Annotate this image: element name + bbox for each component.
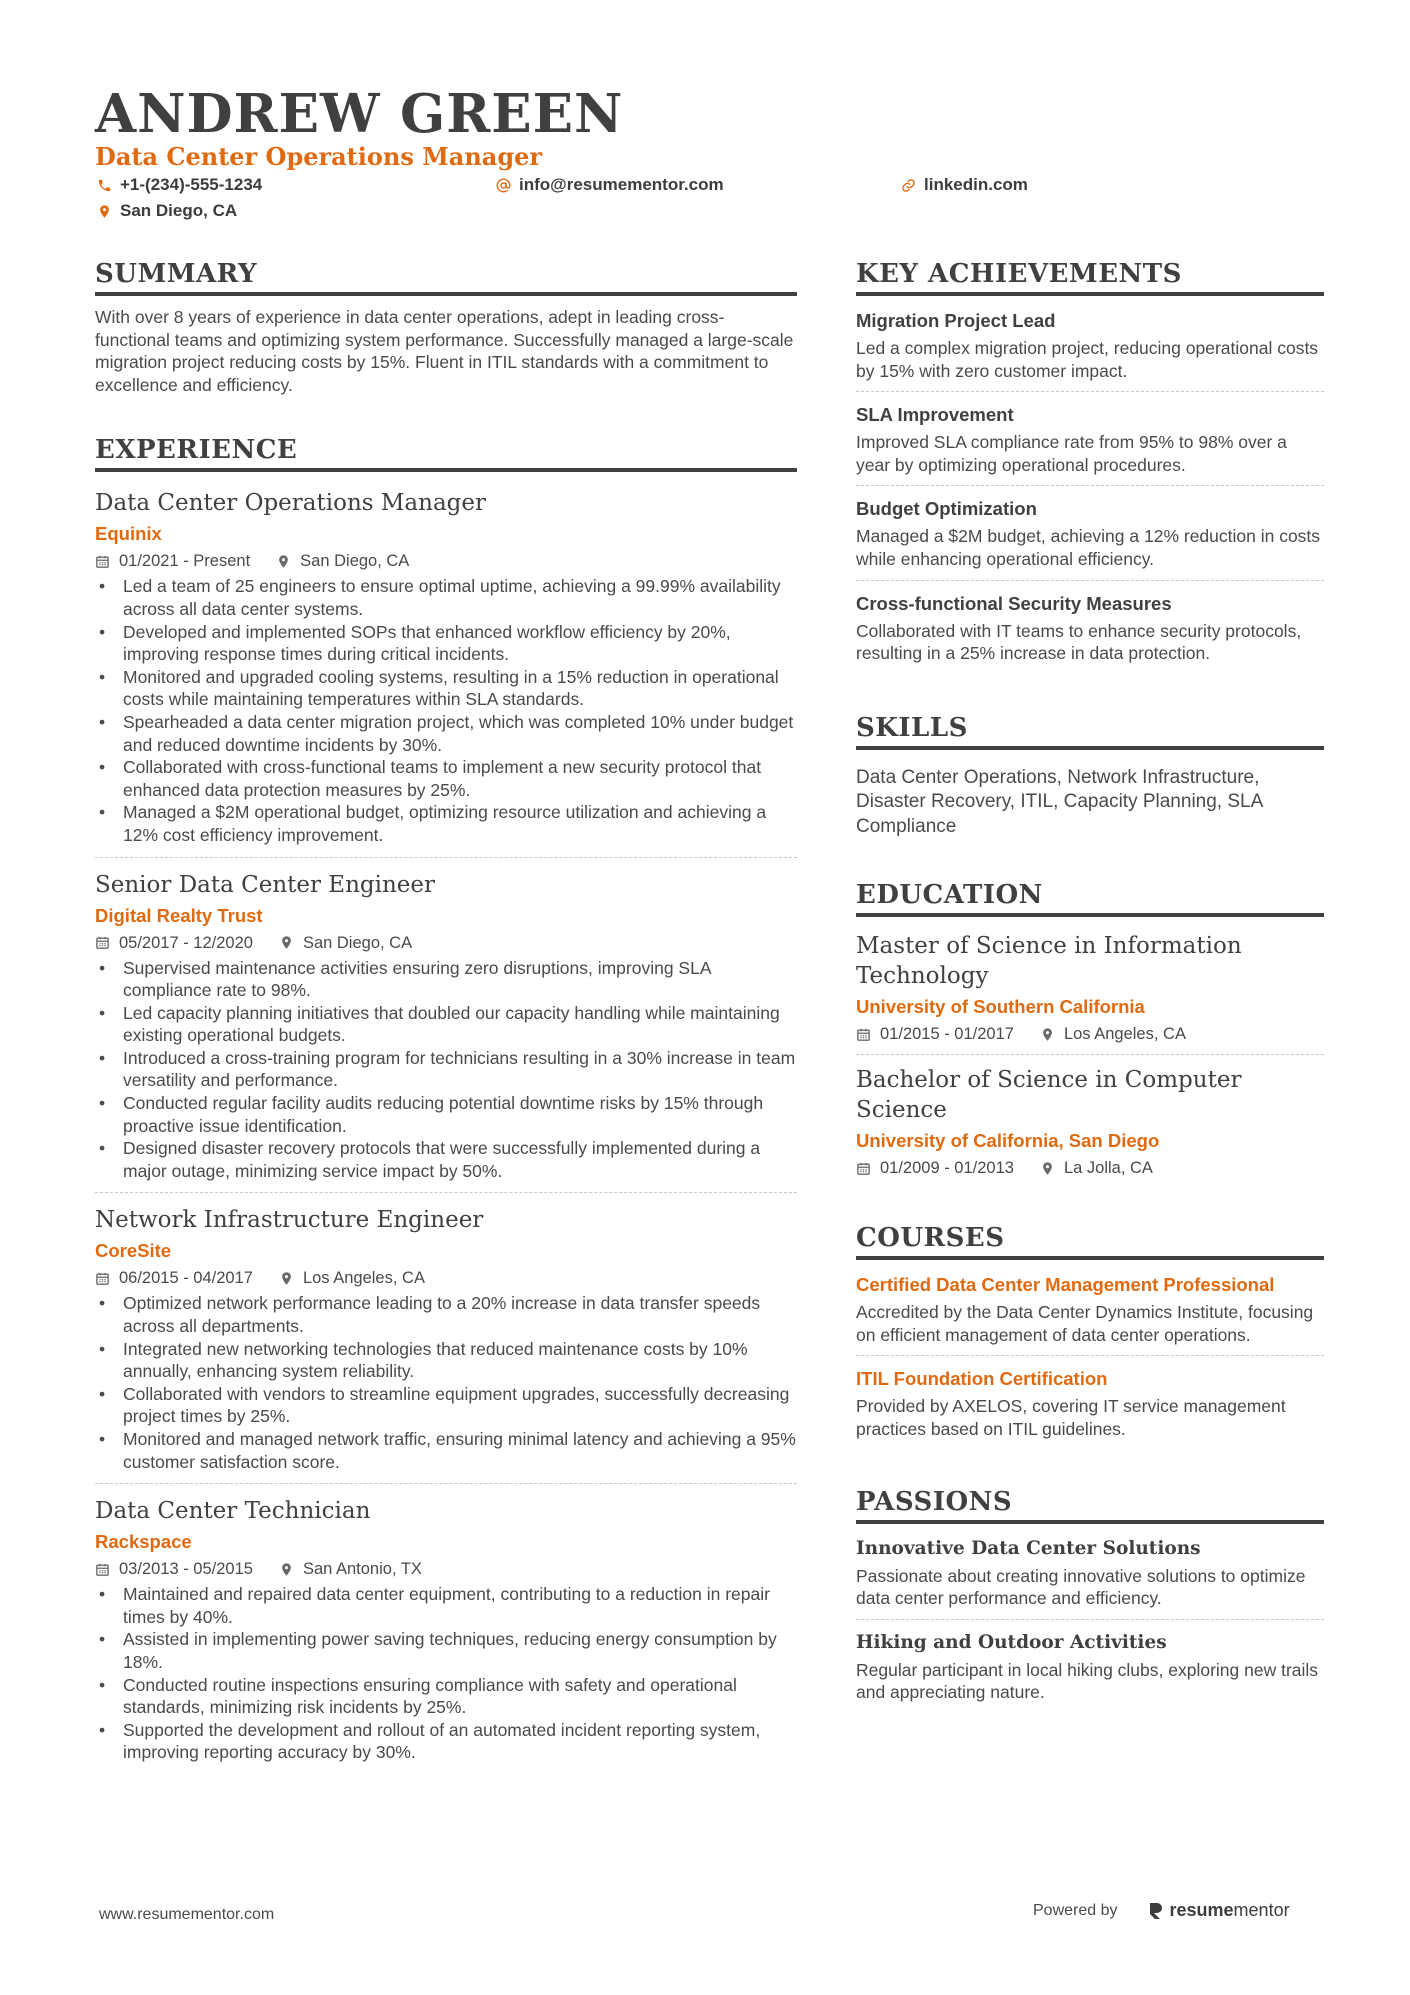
job-entry	[95, 482, 797, 857]
job-entry	[95, 1193, 797, 1484]
job-meta	[95, 1267, 797, 1289]
education-item	[856, 1055, 1324, 1188]
link-icon	[901, 178, 916, 193]
achievement-item	[856, 581, 1324, 674]
job-bullets	[95, 957, 797, 1183]
passion-title: Hiking and Outdoor Activities	[856, 1631, 1167, 1653]
job-dates: 01/2021 - Present	[119, 552, 251, 571]
location-pin-icon	[279, 1271, 294, 1286]
job-role: Data Center Operations Manager	[95, 490, 486, 517]
job-entry	[95, 858, 797, 1194]
job-bullet: • Collaborated with vendors to streamline equipment upgrades, successfully decreasing project times by 25%.	[95, 1383, 797, 1428]
calendar-icon	[856, 1027, 871, 1042]
job-role: Network Infrastructure Engineer	[95, 1207, 484, 1234]
job-bullet: • Assisted in implementing power saving techniques, reducing energy consumption by 18%.	[95, 1628, 797, 1673]
job-bullet: • Monitored and managed network traffic, ensuring minimal latency and achieving a 95% customer satisfaction score.	[95, 1428, 797, 1473]
job-company: Rackspace	[95, 1531, 192, 1553]
achievements-heading: KEY ACHIEVEMENTS	[856, 258, 1324, 296]
education-dates: 01/2009 - 01/2013	[880, 1159, 1014, 1178]
contact-email	[496, 174, 724, 196]
experience-heading: EXPERIENCE	[95, 434, 797, 472]
job-bullets	[95, 1583, 797, 1764]
education-school: University of California, San Diego	[856, 1130, 1160, 1152]
job-location: San Antonio, TX	[302, 1560, 422, 1579]
course-item	[856, 1356, 1324, 1449]
job-bullet: • Led a team of 25 engineers to ensure optimal uptime, achieving a 99.99% availability across all data center systems.	[95, 575, 797, 620]
passion-item	[856, 1620, 1324, 1713]
job-bullet: • Integrated new networking technologies that reduced maintenance costs by 10% annually, enhancing system reliability.	[95, 1338, 797, 1383]
course-item	[856, 1270, 1324, 1356]
powered-by-label: Powered by	[1033, 1901, 1118, 1919]
job-meta	[95, 932, 797, 954]
linkedin-text[interactable]: linkedin.com	[924, 175, 1028, 194]
location-pin-icon	[1040, 1027, 1055, 1042]
achievement-title: Cross-functional Security Measures	[856, 592, 1172, 614]
location-pin-icon	[1040, 1161, 1055, 1176]
job-bullet: • Supervised maintenance activities ensuring zero disruptions, improving SLA compliance rate to 98%.	[95, 957, 797, 1002]
education-degree: Bachelor of Science in Computer Science	[856, 1067, 1242, 1124]
job-bullet: • Conducted routine inspections ensuring compliance with safety and operational standards, minimizing risk incidents by 25%.	[95, 1674, 797, 1719]
education-item	[856, 927, 1324, 1055]
passions-heading: PASSIONS	[856, 1486, 1324, 1524]
calendar-icon	[95, 1271, 110, 1286]
location-pin-icon	[279, 935, 294, 950]
location-pin-icon	[279, 1562, 294, 1577]
candidate-title: Data Center Operations Manager	[95, 142, 543, 171]
location-pin-icon	[97, 204, 112, 219]
achievement-text: Led a complex migration project, reducing operational costs by 15% with zero customer impact.	[856, 338, 1319, 381]
achievement-title: Migration Project Lead	[856, 310, 1056, 331]
job-meta	[95, 550, 797, 572]
achievements-list	[856, 306, 1324, 674]
calendar-icon	[95, 935, 110, 950]
job-location: Los Angeles, CA	[302, 1269, 425, 1288]
job-bullet: • Introduced a cross-training program for technicians resulting in a 30% increase in team versatility and performance.	[95, 1047, 797, 1092]
job-bullet: • Monitored and upgraded cooling systems, resulting in a 15% reduction in operational costs while maintaining temperatures within SLA standards.	[95, 666, 797, 711]
brand-name-bold: resume	[1169, 1900, 1234, 1920]
course-title: Certified Data Center Management Professional	[856, 1274, 1275, 1296]
job-location: San Diego, CA	[300, 552, 410, 571]
job-bullets	[95, 575, 797, 846]
summary-text: With over 8 years of experience in data center operations, adept in leading cross-functional teams and optimizing system performance. Successfully managed a large-scale migration project reducing costs by 15%. Fluent in ITIL standards with a commitment to excellence and efficiency.	[95, 307, 794, 395]
contact-linkedin	[901, 174, 1028, 196]
job-dates: 05/2017 - 12/2020	[119, 933, 253, 952]
brand-logo[interactable]	[1148, 1900, 1290, 1921]
job-company: CoreSite	[95, 1240, 172, 1262]
job-entry	[95, 1484, 797, 1774]
calendar-icon	[95, 554, 110, 569]
job-meta	[95, 1558, 797, 1580]
passion-item	[856, 1534, 1324, 1620]
job-company: Digital Realty Trust	[95, 904, 263, 926]
job-bullet: • Supported the development and rollout of an automated incident reporting system, improving reporting accuracy by 30%.	[95, 1719, 797, 1764]
job-role: Data Center Technician	[95, 1498, 371, 1525]
location-pin-icon	[276, 554, 291, 569]
education-list	[856, 927, 1324, 1188]
education-meta	[856, 1157, 1324, 1179]
job-bullet: • Maintained and repaired data center equipment, contributing to a reduction in repair times by 40%.	[95, 1583, 797, 1628]
at-sign-icon	[496, 178, 511, 193]
contact-location	[97, 200, 237, 222]
footer-website[interactable]: www.resumementor.com	[99, 1906, 275, 1923]
experience-list	[95, 482, 797, 1774]
passion-text: Regular participant in local hiking clubs, exploring new trails and appreciating nature.	[856, 1659, 1319, 1703]
job-company: Equinix	[95, 523, 162, 545]
education-school: University of Southern California	[856, 996, 1145, 1018]
left-column	[95, 258, 797, 1774]
job-dates: 06/2015 - 04/2017	[119, 1269, 253, 1288]
job-bullet: • Collaborated with cross-functional teams to implement a new security protocol that enhanced data protection measures by 25%.	[95, 756, 797, 801]
brand-mark-icon	[1148, 1901, 1164, 1921]
skills-heading: SKILLS	[856, 712, 1324, 750]
skills-text: Data Center Operations, Network Infrastructure, Disaster Recovery, ITIL, Capacity Planning, SLA Compliance	[856, 766, 1263, 837]
right-column	[856, 258, 1324, 1713]
course-title: ITIL Foundation Certification	[856, 1368, 1108, 1390]
calendar-icon	[856, 1161, 871, 1176]
candidate-name: ANDREW GREEN	[95, 83, 624, 145]
job-bullets	[95, 1292, 797, 1473]
education-degree: Master of Science in Information Technology	[856, 933, 1242, 990]
achievement-item	[856, 306, 1324, 392]
phone-text[interactable]: +1-(234)-555-1234	[120, 175, 263, 194]
achievement-item	[856, 486, 1324, 580]
passion-title: Innovative Data Center Solutions	[856, 1537, 1201, 1559]
achievement-item	[856, 392, 1324, 486]
achievement-text: Improved SLA compliance rate from 95% to 98% over a year by optimizing operational procedures.	[856, 432, 1287, 475]
location-text: San Diego, CA	[120, 201, 238, 220]
achievement-title: SLA Improvement	[856, 404, 1014, 426]
contact-phone	[97, 174, 262, 196]
job-location: San Diego, CA	[302, 933, 413, 952]
brand-name-rest: mentor	[1233, 1900, 1290, 1920]
phone-icon	[97, 178, 112, 193]
achievement-text: Collaborated with IT teams to enhance security protocols, resulting in a 25% increase in data protection.	[856, 620, 1302, 664]
job-dates: 03/2013 - 05/2015	[119, 1560, 253, 1579]
job-bullet: • Designed disaster recovery protocols that were successfully implemented during a major outage, minimizing service impact by 50%.	[95, 1137, 797, 1182]
job-bullet: • Led capacity planning initiatives that doubled our capacity handling while maintaining existing operational budgets.	[95, 1002, 797, 1047]
job-bullet: • Spearheaded a data center migration project, which was completed 10% under budget and reduced downtime incidents by 30%.	[95, 711, 797, 756]
passions-list	[856, 1534, 1324, 1713]
courses-heading: COURSES	[856, 1222, 1324, 1260]
education-meta	[856, 1023, 1324, 1045]
job-bullet: • Developed and implemented SOPs that enhanced workflow efficiency by 20%, improving response times during critical incidents.	[95, 621, 797, 666]
footer-branding	[1033, 1900, 1290, 1921]
education-dates: 01/2015 - 01/2017	[880, 1025, 1014, 1044]
email-text[interactable]: info@resumementor.com	[519, 175, 724, 194]
course-text: Provided by AXELOS, covering IT service management practices based on ITIL guidelines.	[856, 1396, 1286, 1440]
education-heading: EDUCATION	[856, 879, 1324, 917]
education-location: Los Angeles, CA	[1063, 1025, 1186, 1044]
calendar-icon	[95, 1562, 110, 1577]
job-bullet: • Optimized network performance leading to a 20% increase in data transfer speeds across all departments.	[95, 1292, 797, 1337]
education-location: La Jolla, CA	[1063, 1159, 1153, 1178]
summary-heading: SUMMARY	[95, 258, 797, 296]
passion-text: Passionate about creating innovative solutions to optimize data center performance and efficiency.	[856, 1565, 1306, 1609]
courses-list	[856, 1270, 1324, 1449]
job-bullet: • Conducted regular facility audits reducing potential downtime risks by 15% through proactive issue identification.	[95, 1092, 797, 1137]
course-text: Accredited by the Data Center Dynamics Institute, focusing on efficient management of data center operations.	[856, 1302, 1314, 1345]
job-bullet: • Managed a $2M operational budget, optimizing resource utilization and achieving a 12% cost efficiency improvement.	[95, 801, 797, 846]
job-role: Senior Data Center Engineer	[95, 871, 436, 898]
achievement-title: Budget Optimization	[856, 498, 1037, 520]
achievement-text: Managed a $2M budget, achieving a 12% reduction in costs while enhancing operational efficiency.	[856, 526, 1321, 569]
